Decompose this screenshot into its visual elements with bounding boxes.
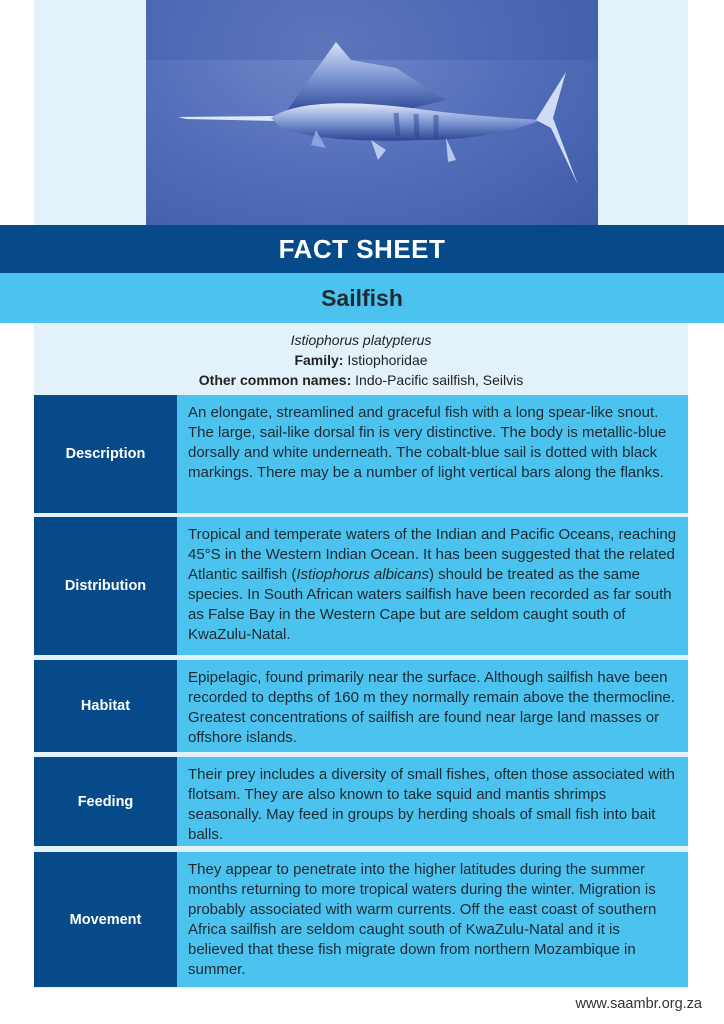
section-label: Distribution: [34, 517, 177, 655]
common-names-value: Indo-Pacific sailfish, Seilvis: [355, 372, 524, 388]
section-feeding: [34, 757, 688, 846]
section-label: Movement: [34, 852, 177, 987]
common-names-line: [34, 370, 688, 390]
section-text: [177, 517, 688, 655]
section-habitat: [34, 660, 688, 752]
species-italic: Istiophorus albicans: [296, 566, 429, 583]
website-link[interactable]: www.saambr.org.za: [575, 996, 702, 1012]
section-label: Habitat: [34, 660, 177, 752]
section-distribution: [34, 517, 688, 655]
text-part: ) should be treated as the same species. In South African waters sailfish have been recorded as far south as False Bay in the Western Cape but are seldom caught south of KwaZulu-Natal.: [188, 566, 672, 643]
species-info: [34, 330, 688, 390]
section-movement: [34, 852, 688, 987]
fact-sheet-banner: FACT SHEET: [0, 225, 724, 273]
family-label: Family:: [294, 352, 344, 368]
section-text: Epipelagic, found primarily near the surface. Although sailfish have been recorded to depths of 160 m they normally remain above the thermocline. Greatest concentrations of sailfish are found near large land masses or offshore islands.: [177, 660, 688, 752]
family-value: Istiophoridae: [347, 352, 428, 368]
text-part: Tropical and temperate waters of the Indian and Pacific Oceans, reaching 45°S in the Western Indian Ocean. It has been suggested that the related Atlantic sailfish (: [188, 526, 677, 583]
section-text: Their prey includes a diversity of small fishes, often those associated with flotsam. They are also known to take squid and mantis shrimps seasonally. May feed in groups by herding shoals of small fish into bait balls.: [177, 757, 688, 846]
family-line: [34, 350, 688, 370]
sailfish-photo: [146, 0, 598, 225]
sailfish-illustration: [146, 0, 598, 225]
scientific-name: Istiophorus platypterus: [290, 332, 432, 348]
section-label: Feeding: [34, 757, 177, 846]
section-text: They appear to penetrate into the higher latitudes during the summer months returning to more tropical waters during the winter. Migration is probably associated with warm currents. Off the east coast of southern Africa sailfish are seldom caught south of KwaZulu-Natal and it is believed that these fish migrate down from northern Mozambique in summer.: [177, 852, 688, 987]
species-title: Sailfish: [0, 273, 724, 323]
section-text: An elongate, streamlined and graceful fish with a long spear-like snout. The large, sail-like dorsal fin is very distinctive. The body is metallic-blue dorsally and white underneath. The cobalt-blue sail is dotted with black markings. There may be a number of light vertical bars along the flanks.: [177, 395, 688, 513]
section-description: [34, 395, 688, 513]
section-label: Description: [34, 395, 177, 513]
common-names-label: Other common names:: [198, 372, 352, 388]
